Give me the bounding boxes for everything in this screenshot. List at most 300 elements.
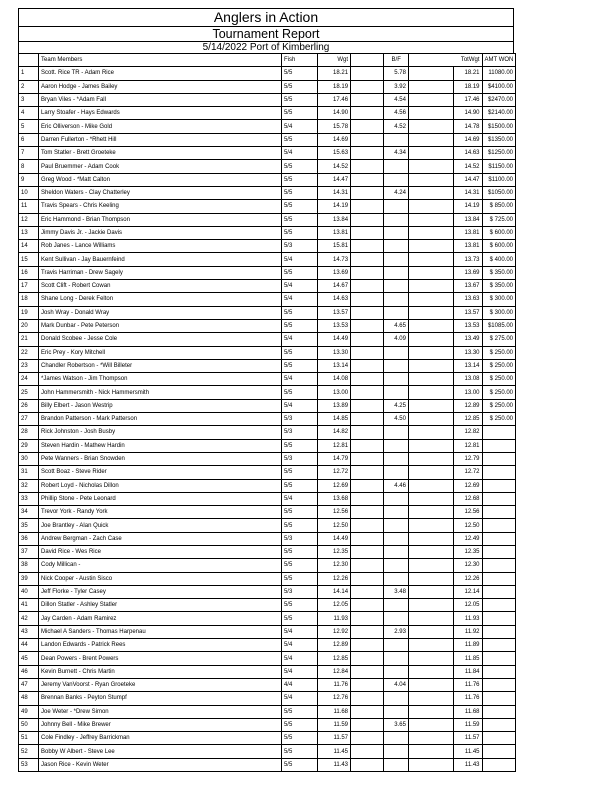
totwgt-cell: 13.73	[453, 253, 482, 266]
amt-won-cell: $ 300.00	[482, 293, 516, 306]
fish-cell: 5/4	[281, 253, 317, 266]
rank-cell: 12	[19, 213, 39, 226]
report-date-location: 5/14/2022 Port of Kimberling	[18, 41, 514, 53]
bf-cell	[384, 266, 409, 279]
amt-won-cell	[482, 599, 516, 612]
bf-cell: 3.65	[384, 718, 409, 731]
wgt-cell: 12.50	[317, 519, 350, 532]
team-cell: Shane Long - Derek Felton	[39, 293, 282, 306]
table-row	[19, 506, 516, 519]
spacer-cell	[408, 413, 453, 426]
wgt-cell: 12.69	[317, 479, 350, 492]
fish-cell: 5/3	[281, 452, 317, 465]
fish-cell: 5/5	[281, 745, 317, 758]
wgt-cell: 14.90	[317, 107, 350, 120]
rank-cell: 37	[19, 545, 39, 558]
wgt-cell: 15.78	[317, 120, 350, 133]
rank-cell: 41	[19, 599, 39, 612]
spacer-cell	[351, 439, 384, 452]
table-row	[19, 373, 516, 386]
wgt-header: Wgt	[317, 54, 350, 67]
spacer-cell	[351, 107, 384, 120]
wgt-cell: 11.68	[317, 705, 350, 718]
team-cell: Rob Janes - Lance Williams	[39, 240, 282, 253]
spacer-cell	[408, 506, 453, 519]
spacer-cell	[351, 120, 384, 133]
fish-cell: 5/4	[281, 639, 317, 652]
amt-won-cell: $ 600.00	[482, 226, 516, 239]
fish-cell: 5/5	[281, 67, 317, 80]
totwgt-cell: 13.14	[453, 359, 482, 372]
team-cell: Darren Fullerton - *Rhett Hill	[39, 133, 282, 146]
amt-won-cell	[482, 652, 516, 665]
table-row	[19, 67, 516, 80]
fish-cell: 5/5	[281, 173, 317, 186]
spacer-cell	[408, 705, 453, 718]
wgt-cell: 15.63	[317, 147, 350, 160]
wgt-cell: 12.92	[317, 625, 350, 638]
amt-won-cell	[482, 692, 516, 705]
table-row	[19, 665, 516, 678]
fish-cell: 5/4	[281, 333, 317, 346]
fish-cell: 5/3	[281, 413, 317, 426]
bf-header: B/F	[384, 54, 409, 67]
spacer-cell	[408, 652, 453, 665]
bf-cell: 3.48	[384, 585, 409, 598]
amt-won-cell: $1100.00	[482, 173, 516, 186]
spacer-cell	[408, 732, 453, 745]
amt-won-cell	[482, 519, 516, 532]
table-row	[19, 93, 516, 106]
rank-cell: 36	[19, 532, 39, 545]
spacer-cell	[408, 758, 453, 771]
bf-cell: 4.04	[384, 678, 409, 691]
rank-cell: 10	[19, 186, 39, 199]
spacer-cell	[351, 413, 384, 426]
rank-cell: 18	[19, 293, 39, 306]
team-cell: Joe Weter - *Drew Simon	[39, 705, 282, 718]
fish-cell: 5/5	[281, 545, 317, 558]
rank-cell: 7	[19, 147, 39, 160]
spacer-cell	[351, 253, 384, 266]
spacer-cell	[351, 67, 384, 80]
totwgt-cell: 12.50	[453, 519, 482, 532]
wgt-cell: 11.76	[317, 678, 350, 691]
bf-cell	[384, 452, 409, 465]
table-row	[19, 745, 516, 758]
spacer-cell	[408, 599, 453, 612]
fish-cell: 5/4	[281, 665, 317, 678]
totwgt-cell: 13.57	[453, 306, 482, 319]
team-cell: Josh Wray - Donald Wray	[39, 306, 282, 319]
spacer-cell	[408, 492, 453, 505]
table-row	[19, 266, 516, 279]
table-row	[19, 186, 516, 199]
rank-cell: 17	[19, 280, 39, 293]
team-cell: Pete Wanners - Brian Snowden	[39, 452, 282, 465]
wgt-cell: 13.68	[317, 492, 350, 505]
team-cell: Cody Millican -	[39, 559, 282, 572]
spacer-cell	[351, 652, 384, 665]
totwgt-cell: 11.85	[453, 652, 482, 665]
fish-cell: 5/5	[281, 319, 317, 332]
amt-won-cell: $1150.00	[482, 160, 516, 173]
spacer-cell	[408, 133, 453, 146]
bf-cell: 4.34	[384, 147, 409, 160]
fish-cell: 5/5	[281, 346, 317, 359]
totwgt-cell: 12.72	[453, 466, 482, 479]
spacer-cell	[351, 319, 384, 332]
fish-cell: 5/5	[281, 718, 317, 731]
fish-cell: 5/5	[281, 705, 317, 718]
amt-won-cell	[482, 758, 516, 771]
amt-won-cell: $ 275.00	[482, 333, 516, 346]
fish-cell: 5/5	[281, 439, 317, 452]
table-row	[19, 133, 516, 146]
table-row	[19, 705, 516, 718]
table-row	[19, 545, 516, 558]
table-row	[19, 107, 516, 120]
amt-won-cell: $1085.00	[482, 319, 516, 332]
totwgt-cell: 11.57	[453, 732, 482, 745]
wgt-cell: 12.35	[317, 545, 350, 558]
amt-won-cell	[482, 612, 516, 625]
rank-cell: 2	[19, 80, 39, 93]
team-cell: Paul Bruemmer - Adam Cook	[39, 160, 282, 173]
bf-cell	[384, 692, 409, 705]
spacer-cell	[351, 359, 384, 372]
table-row	[19, 293, 516, 306]
bf-cell: 4.54	[384, 93, 409, 106]
rank-cell: 50	[19, 718, 39, 731]
report-title: Anglers in Action	[18, 8, 514, 26]
wgt-cell: 13.30	[317, 346, 350, 359]
spacer-cell	[351, 147, 384, 160]
team-cell: Scott Boaz - Steve Rider	[39, 466, 282, 479]
spacer-cell	[408, 80, 453, 93]
amt-won-cell: $ 350.00	[482, 280, 516, 293]
amt-won-cell	[482, 745, 516, 758]
team-cell: Kevin Burnett - Chris Martin	[39, 665, 282, 678]
spacer-cell	[408, 678, 453, 691]
bf-cell	[384, 758, 409, 771]
rank-cell: 48	[19, 692, 39, 705]
fish-cell: 5/5	[281, 200, 317, 213]
table-row	[19, 718, 516, 731]
team-cell: Jason Rice - Kevin Weter	[39, 758, 282, 771]
rank-cell: 30	[19, 452, 39, 465]
wgt-cell: 12.76	[317, 692, 350, 705]
fish-cell: 5/5	[281, 466, 317, 479]
rank-cell: 20	[19, 319, 39, 332]
team-cell: *James Watson - Jim Thompson	[39, 373, 282, 386]
table-row	[19, 253, 516, 266]
fish-cell: 5/5	[281, 93, 317, 106]
fish-cell: 5/3	[281, 426, 317, 439]
results-body	[19, 67, 516, 772]
rank-cell: 16	[19, 266, 39, 279]
table-row	[19, 585, 516, 598]
totwgt-cell: 14.19	[453, 200, 482, 213]
rank-cell: 13	[19, 226, 39, 239]
fish-cell: 5/5	[281, 612, 317, 625]
table-row	[19, 120, 516, 133]
rank-cell: 9	[19, 173, 39, 186]
amt-won-cell	[482, 572, 516, 585]
wgt-cell: 11.43	[317, 758, 350, 771]
spacer-cell	[408, 519, 453, 532]
totwgt-cell: 11.45	[453, 745, 482, 758]
spacer-cell	[408, 186, 453, 199]
amt-won-cell	[482, 466, 516, 479]
wgt-cell: 11.59	[317, 718, 350, 731]
totwgt-cell: 14.69	[453, 133, 482, 146]
wgt-cell: 13.81	[317, 226, 350, 239]
table-row	[19, 213, 516, 226]
fish-cell: 5/5	[281, 359, 317, 372]
table-row	[19, 625, 516, 638]
rank-cell: 40	[19, 585, 39, 598]
amt-won-cell: $2140.00	[482, 107, 516, 120]
amt-won-cell: $ 250.00	[482, 399, 516, 412]
spacer-cell	[351, 452, 384, 465]
fish-cell: 5/5	[281, 572, 317, 585]
spacer-cell	[408, 107, 453, 120]
spacer-cell	[351, 545, 384, 558]
totwgt-cell: 14.78	[453, 120, 482, 133]
rank-cell: 33	[19, 492, 39, 505]
wgt-cell: 13.84	[317, 213, 350, 226]
spacer-cell	[408, 173, 453, 186]
amt-won-cell	[482, 426, 516, 439]
spacer-cell	[408, 120, 453, 133]
rank-cell: 47	[19, 678, 39, 691]
amt-won-cell	[482, 559, 516, 572]
wgt-cell: 13.69	[317, 266, 350, 279]
wgt-cell: 11.93	[317, 612, 350, 625]
wgt-cell: 13.57	[317, 306, 350, 319]
rank-cell: 51	[19, 732, 39, 745]
wgt-cell: 14.82	[317, 426, 350, 439]
bf-cell: 5.78	[384, 67, 409, 80]
wgt-cell: 14.19	[317, 200, 350, 213]
bf-cell	[384, 306, 409, 319]
totwgt-cell: 18.21	[453, 67, 482, 80]
rank-cell: 45	[19, 652, 39, 665]
wgt-cell: 11.45	[317, 745, 350, 758]
bf-cell	[384, 226, 409, 239]
fish-cell: 5/4	[281, 280, 317, 293]
team-cell: Bobby W Albert - Steve Lee	[39, 745, 282, 758]
spacer-cell	[351, 213, 384, 226]
amt-won-cell: $4100.00	[482, 80, 516, 93]
team-cell: Nick Cooper - Austin Sisco	[39, 572, 282, 585]
amt-won-cell: $2470.00	[482, 93, 516, 106]
totwgt-cell: 11.76	[453, 678, 482, 691]
totwgt-cell: 14.47	[453, 173, 482, 186]
totwgt-cell: 11.93	[453, 612, 482, 625]
table-row	[19, 612, 516, 625]
bf-cell	[384, 426, 409, 439]
bf-cell	[384, 173, 409, 186]
wgt-cell: 13.14	[317, 359, 350, 372]
totwgt-cell: 11.68	[453, 705, 482, 718]
spacer-cell	[408, 253, 453, 266]
wgt-cell: 14.08	[317, 373, 350, 386]
fish-cell: 5/5	[281, 107, 317, 120]
rank-cell: 22	[19, 346, 39, 359]
rank-cell: 1	[19, 67, 39, 80]
bf-cell	[384, 253, 409, 266]
spacer-cell	[351, 519, 384, 532]
fish-cell: 5/4	[281, 293, 317, 306]
bf-cell	[384, 466, 409, 479]
wgt-cell: 12.30	[317, 559, 350, 572]
fish-cell: 5/4	[281, 625, 317, 638]
spacer-cell	[408, 665, 453, 678]
totwgt-cell: 13.08	[453, 373, 482, 386]
amt-won-cell	[482, 678, 516, 691]
totwgt-cell: 11.76	[453, 692, 482, 705]
fish-cell: 5/5	[281, 732, 317, 745]
fish-cell: 5/4	[281, 120, 317, 133]
bf-cell	[384, 359, 409, 372]
wgt-cell: 12.81	[317, 439, 350, 452]
spacer-cell	[408, 213, 453, 226]
totwgt-cell: 13.63	[453, 293, 482, 306]
bf-cell	[384, 160, 409, 173]
bf-cell	[384, 240, 409, 253]
totwgt-cell: 12.30	[453, 559, 482, 572]
spacer-cell	[351, 639, 384, 652]
rank-cell: 25	[19, 386, 39, 399]
wgt-cell: 14.63	[317, 293, 350, 306]
rank-cell: 14	[19, 240, 39, 253]
amt-won-cell	[482, 452, 516, 465]
spacer-cell	[408, 585, 453, 598]
team-cell: Donald Scobee - Jesse Cole	[39, 333, 282, 346]
bf-cell: 4.50	[384, 413, 409, 426]
spacer-cell	[408, 373, 453, 386]
bf-cell	[384, 200, 409, 213]
bf-cell: 4.65	[384, 319, 409, 332]
team-cell: Larry Stoafer - Hays Edwards	[39, 107, 282, 120]
team-cell: Landon Edwards - Patrick Rees	[39, 639, 282, 652]
table-row	[19, 479, 516, 492]
team-cell: David Rice - Wes Rice	[39, 545, 282, 558]
team-cell: Greg Wood - *Matt Calton	[39, 173, 282, 186]
wgt-cell: 12.26	[317, 572, 350, 585]
bf-cell	[384, 386, 409, 399]
fish-cell: 5/5	[281, 133, 317, 146]
totwgt-cell: 11.59	[453, 718, 482, 731]
table-row	[19, 678, 516, 691]
totwgt-cell: 13.49	[453, 333, 482, 346]
wgt-cell: 14.31	[317, 186, 350, 199]
spacer-cell	[351, 678, 384, 691]
bf-cell: 4.56	[384, 107, 409, 120]
bf-cell	[384, 519, 409, 532]
spacer-cell	[351, 572, 384, 585]
amt-won-cell	[482, 492, 516, 505]
table-row	[19, 359, 516, 372]
team-cell: Chandler Robertson - *Will Billeter	[39, 359, 282, 372]
rank-cell: 28	[19, 426, 39, 439]
amt-won-cell: $ 250.00	[482, 386, 516, 399]
bf-cell	[384, 492, 409, 505]
wgt-cell: 12.72	[317, 466, 350, 479]
table-row	[19, 519, 516, 532]
bf-cell	[384, 639, 409, 652]
fish-cell: 5/3	[281, 240, 317, 253]
spacer-cell	[408, 439, 453, 452]
amt-won-cell	[482, 665, 516, 678]
spacer-cell	[351, 532, 384, 545]
rank-cell: 26	[19, 399, 39, 412]
spacer-cell	[351, 240, 384, 253]
table-row	[19, 173, 516, 186]
amt-won-cell	[482, 506, 516, 519]
amt-won-cell: $ 350.00	[482, 266, 516, 279]
totwgt-cell: 12.56	[453, 506, 482, 519]
team-cell: Kent Sullivan - Jay Bauernfeind	[39, 253, 282, 266]
wgt-cell: 13.53	[317, 319, 350, 332]
totwgt-cell: 12.05	[453, 599, 482, 612]
rank-cell: 42	[19, 612, 39, 625]
spacer-cell	[408, 718, 453, 731]
fish-cell: 5/5	[281, 479, 317, 492]
spacer-cell	[351, 173, 384, 186]
team-cell: Dillon Statler - Ashley Statler	[39, 599, 282, 612]
rank-cell: 11	[19, 200, 39, 213]
amt-won-cell: $1350.00	[482, 133, 516, 146]
fish-cell: 5/5	[281, 599, 317, 612]
wgt-cell: 17.46	[317, 93, 350, 106]
totwgt-cell: 12.89	[453, 399, 482, 412]
rank-cell: 39	[19, 572, 39, 585]
totwgt-cell: 12.69	[453, 479, 482, 492]
table-row	[19, 466, 516, 479]
rank-cell: 38	[19, 559, 39, 572]
amt-won-cell: $1050.00	[482, 186, 516, 199]
spacer-cell	[351, 625, 384, 638]
team-cell: Joe Brantley - Alan Quick	[39, 519, 282, 532]
team-cell: Aaron Hodge - James Bailey	[39, 80, 282, 93]
wgt-cell: 14.73	[317, 253, 350, 266]
spacer-cell	[351, 426, 384, 439]
rank-cell: 53	[19, 758, 39, 771]
totwgt-cell: 13.69	[453, 266, 482, 279]
totwgt-cell: 12.14	[453, 585, 482, 598]
amt-won-cell: $ 725.00	[482, 213, 516, 226]
amt-header: AMT WON	[482, 54, 516, 67]
table-row	[19, 532, 516, 545]
fish-cell: 5/4	[281, 147, 317, 160]
wgt-cell: 13.00	[317, 386, 350, 399]
bf-cell	[384, 506, 409, 519]
spacer-cell	[351, 266, 384, 279]
amt-won-cell: $1500.00	[482, 120, 516, 133]
totwgt-cell: 11.92	[453, 625, 482, 638]
fish-cell: 5/5	[281, 213, 317, 226]
wgt-cell: 12.84	[317, 665, 350, 678]
team-cell: Scott Clift - Robert Cowan	[39, 280, 282, 293]
rank-cell: 21	[19, 333, 39, 346]
rank-header	[19, 54, 39, 67]
bf-cell	[384, 373, 409, 386]
table-row	[19, 652, 516, 665]
spacer-cell	[408, 692, 453, 705]
